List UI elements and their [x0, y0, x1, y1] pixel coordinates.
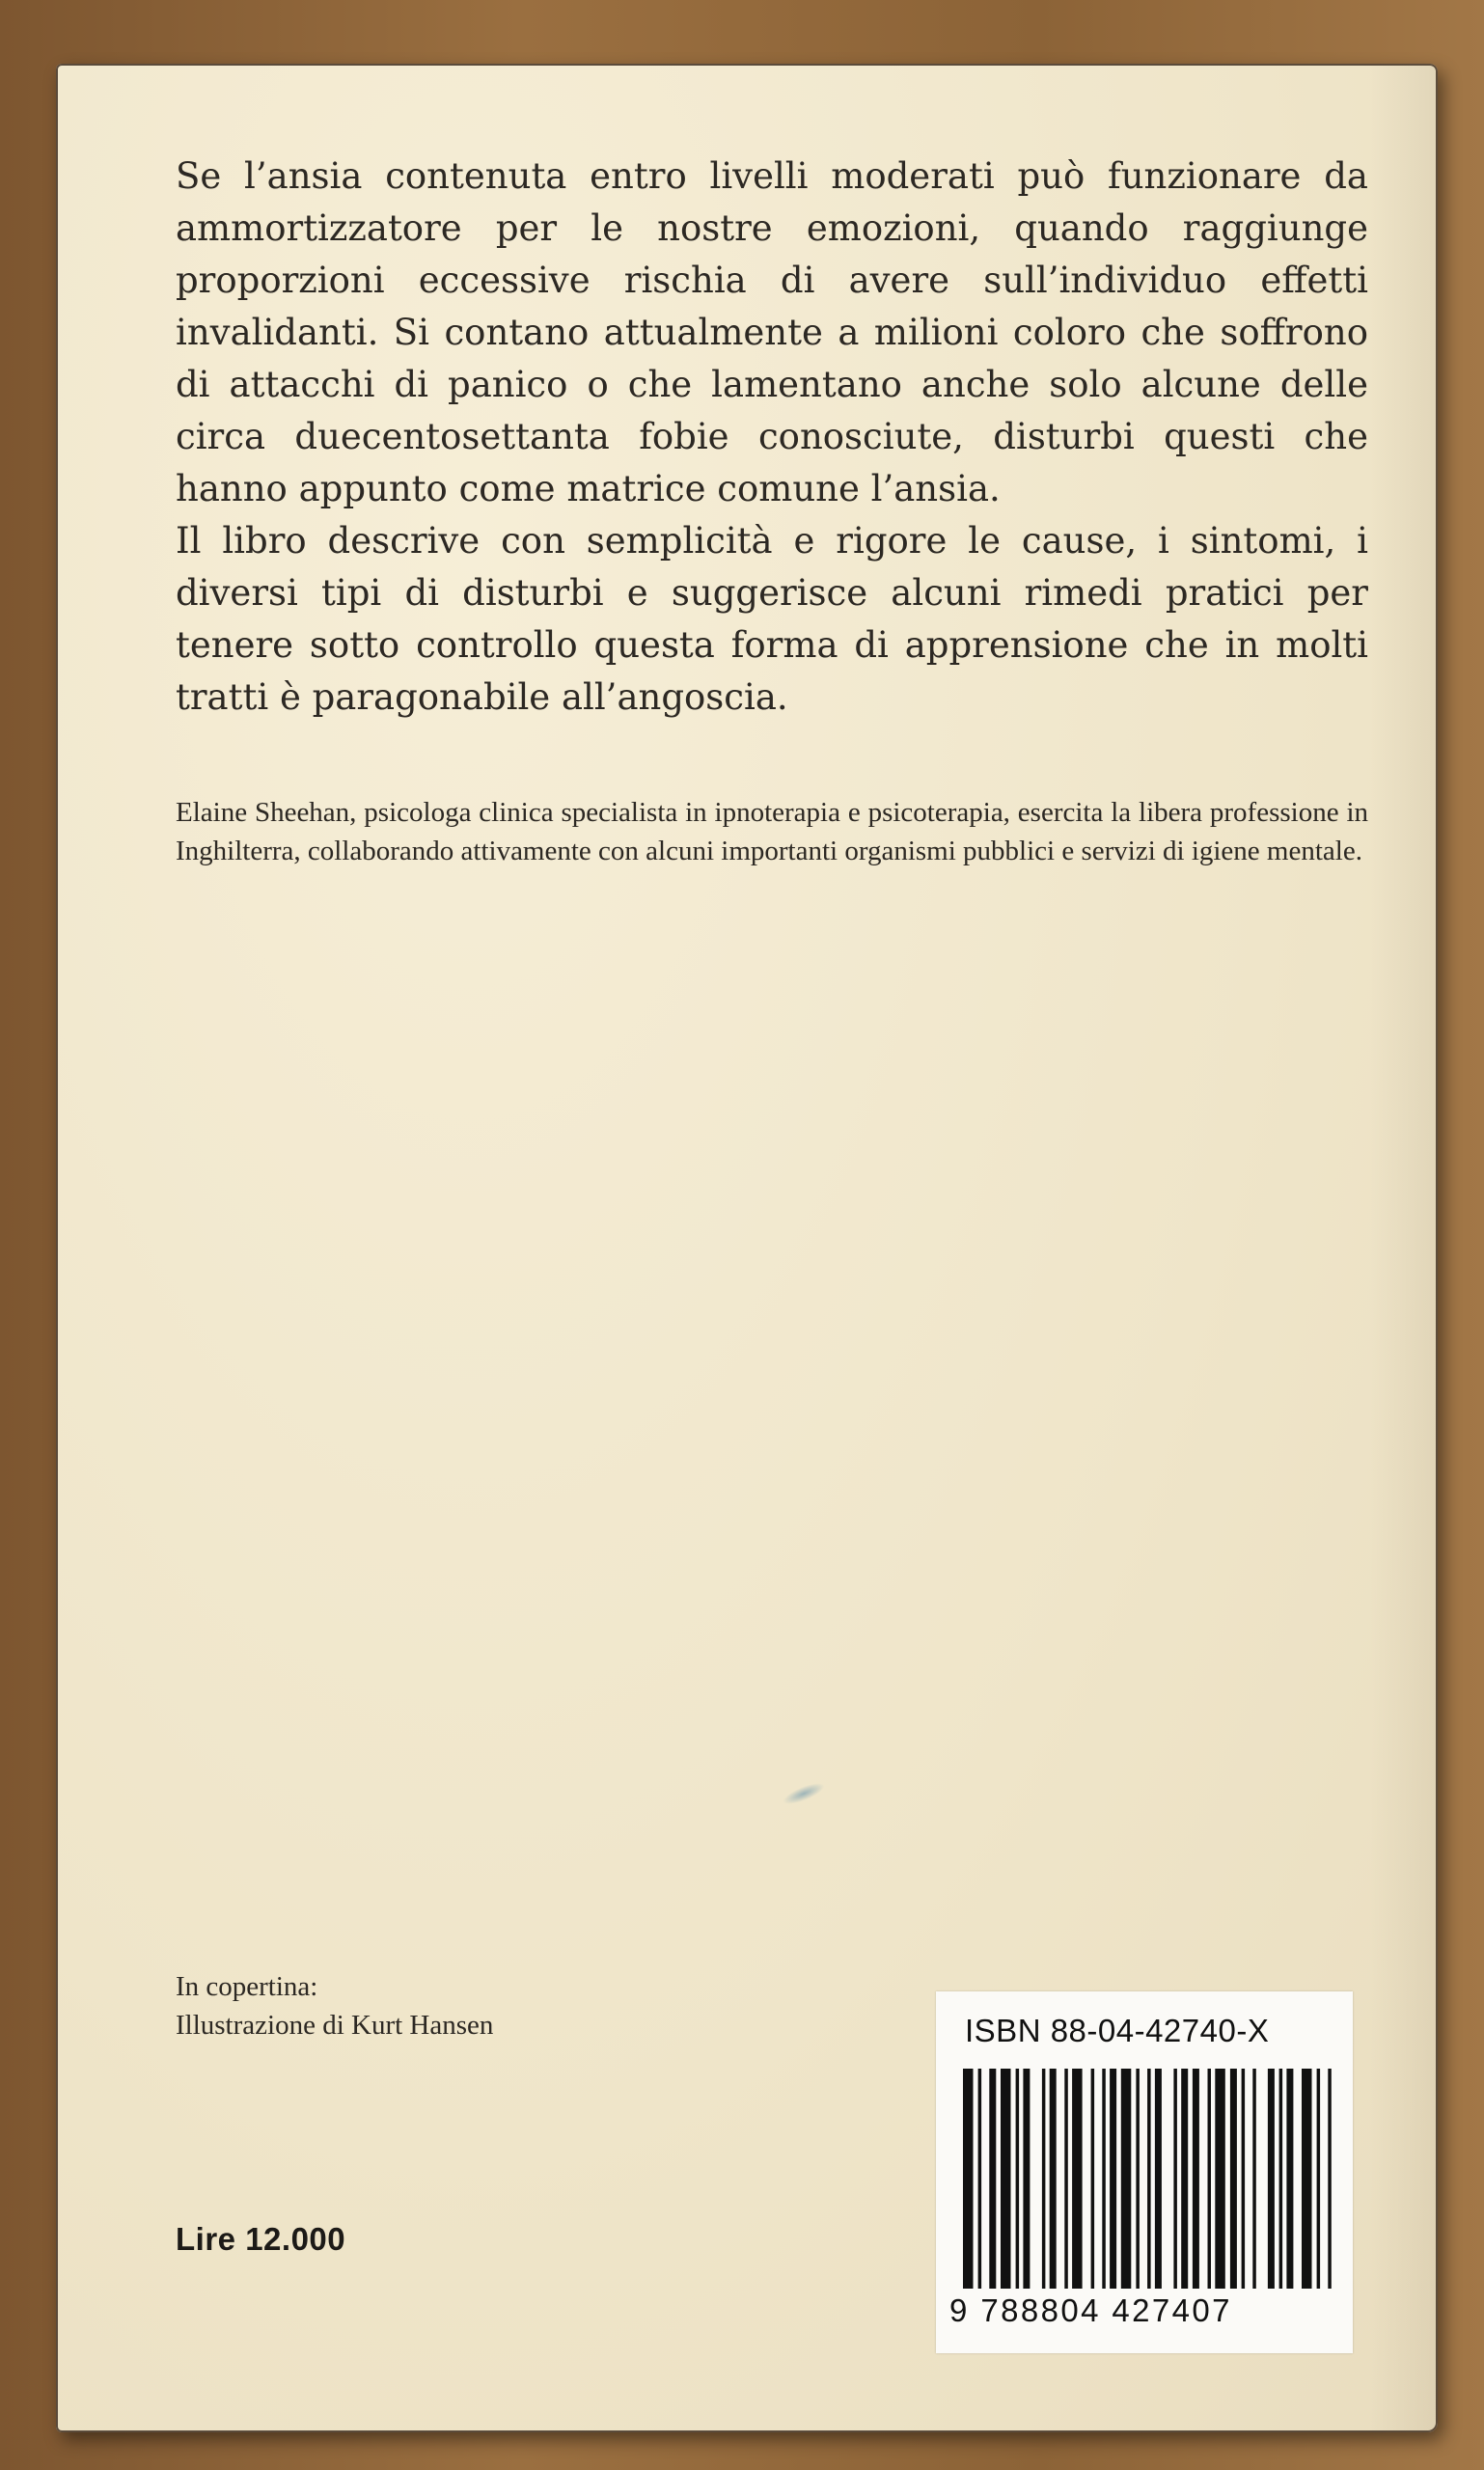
barcode-bar [1252, 2069, 1256, 2289]
barcode-bar [1208, 2069, 1212, 2289]
barcode-bar [1064, 2069, 1068, 2289]
barcode-bar [1215, 2069, 1225, 2289]
barcode-bar [1268, 2069, 1275, 2289]
author-bio: Elaine Sheehan, psicologa clinica specialista in ipnoterapia e psicoterapia, esercita la libera professione in Inghilterra, collaborando attivamente con alcuni importanti organismi pubblici e servizi di igiene mentale. [176, 797, 1368, 866]
cover-credit-label: In copertina: [176, 1971, 318, 2002]
barcode-digits: 9 788804 427407 [949, 2292, 1232, 2328]
barcode-bar [1173, 2069, 1177, 2289]
barcode-bar [1155, 2069, 1162, 2289]
barcode-bar [1147, 2069, 1151, 2289]
barcode-bar [1230, 2069, 1237, 2289]
isbn-barcode-sticker [936, 1991, 1353, 2353]
barcode-bar [978, 2069, 982, 2289]
barcode-bar [1242, 2069, 1246, 2289]
blurb-text [176, 151, 1368, 724]
barcode-icon [951, 2069, 1337, 2289]
barcode-bar [1072, 2069, 1083, 2289]
barcode-bar [1181, 2069, 1188, 2289]
barcode-bar [1042, 2069, 1046, 2289]
barcode-bar [1136, 2069, 1140, 2289]
barcode-bar [1016, 2069, 1020, 2289]
cover-scuff-mark [781, 1779, 827, 1808]
cover-credit-illustrator: Illustrazione di Kurt Hansen [176, 2010, 494, 2041]
barcode-bar [1050, 2069, 1057, 2289]
price-label: Lire 12.000 [176, 2221, 346, 2257]
barcode-bar [1193, 2069, 1199, 2289]
blurb-paragraph-1: Se l’ansia contenuta entro livelli moderati può funzionare da ammortizzatore per le nostre emozioni, quando raggiunge proporzioni eccessive rischia di avere sull’individuo effetti invalidanti. Si contano attualmente a milioni coloro che soffrono di attacchi di panico o che lamentano anche solo alcune delle circa duecentosettanta fobie conosciute, disturbi questi che hanno appunto come matrice comune l’ansia. [176, 155, 1368, 509]
barcode-bar [989, 2069, 996, 2289]
barcode-bar [1001, 2069, 1011, 2289]
cover-edge-shading [1370, 64, 1438, 2432]
blurb-paragraph-2: Il libro descrive con semplicità e rigore le cause, i sintomi, i diversi tipi di disturbi e suggerisce alcuni rimedi pratici per tenere sotto controllo questa forma di apprensione che in molti tratti è paragonabile all’angoscia. [176, 520, 1368, 718]
barcode-bar [1286, 2069, 1293, 2289]
barcode-bar [963, 2069, 974, 2289]
barcode-bar [1121, 2069, 1132, 2289]
barcode-bar [1091, 2069, 1095, 2289]
barcode-bar [1023, 2069, 1030, 2289]
isbn-number: ISBN 88-04-42740-X [965, 2013, 1270, 2048]
barcode-bar [1110, 2069, 1116, 2289]
book-back-cover [56, 64, 1438, 2432]
barcode-bar [1328, 2069, 1332, 2289]
cover-illustration-credit [176, 1967, 493, 2045]
barcode-bar [1302, 2069, 1312, 2289]
barcode-bar [1102, 2069, 1106, 2289]
barcode-bar [1317, 2069, 1321, 2289]
barcode-bar [1279, 2069, 1283, 2289]
